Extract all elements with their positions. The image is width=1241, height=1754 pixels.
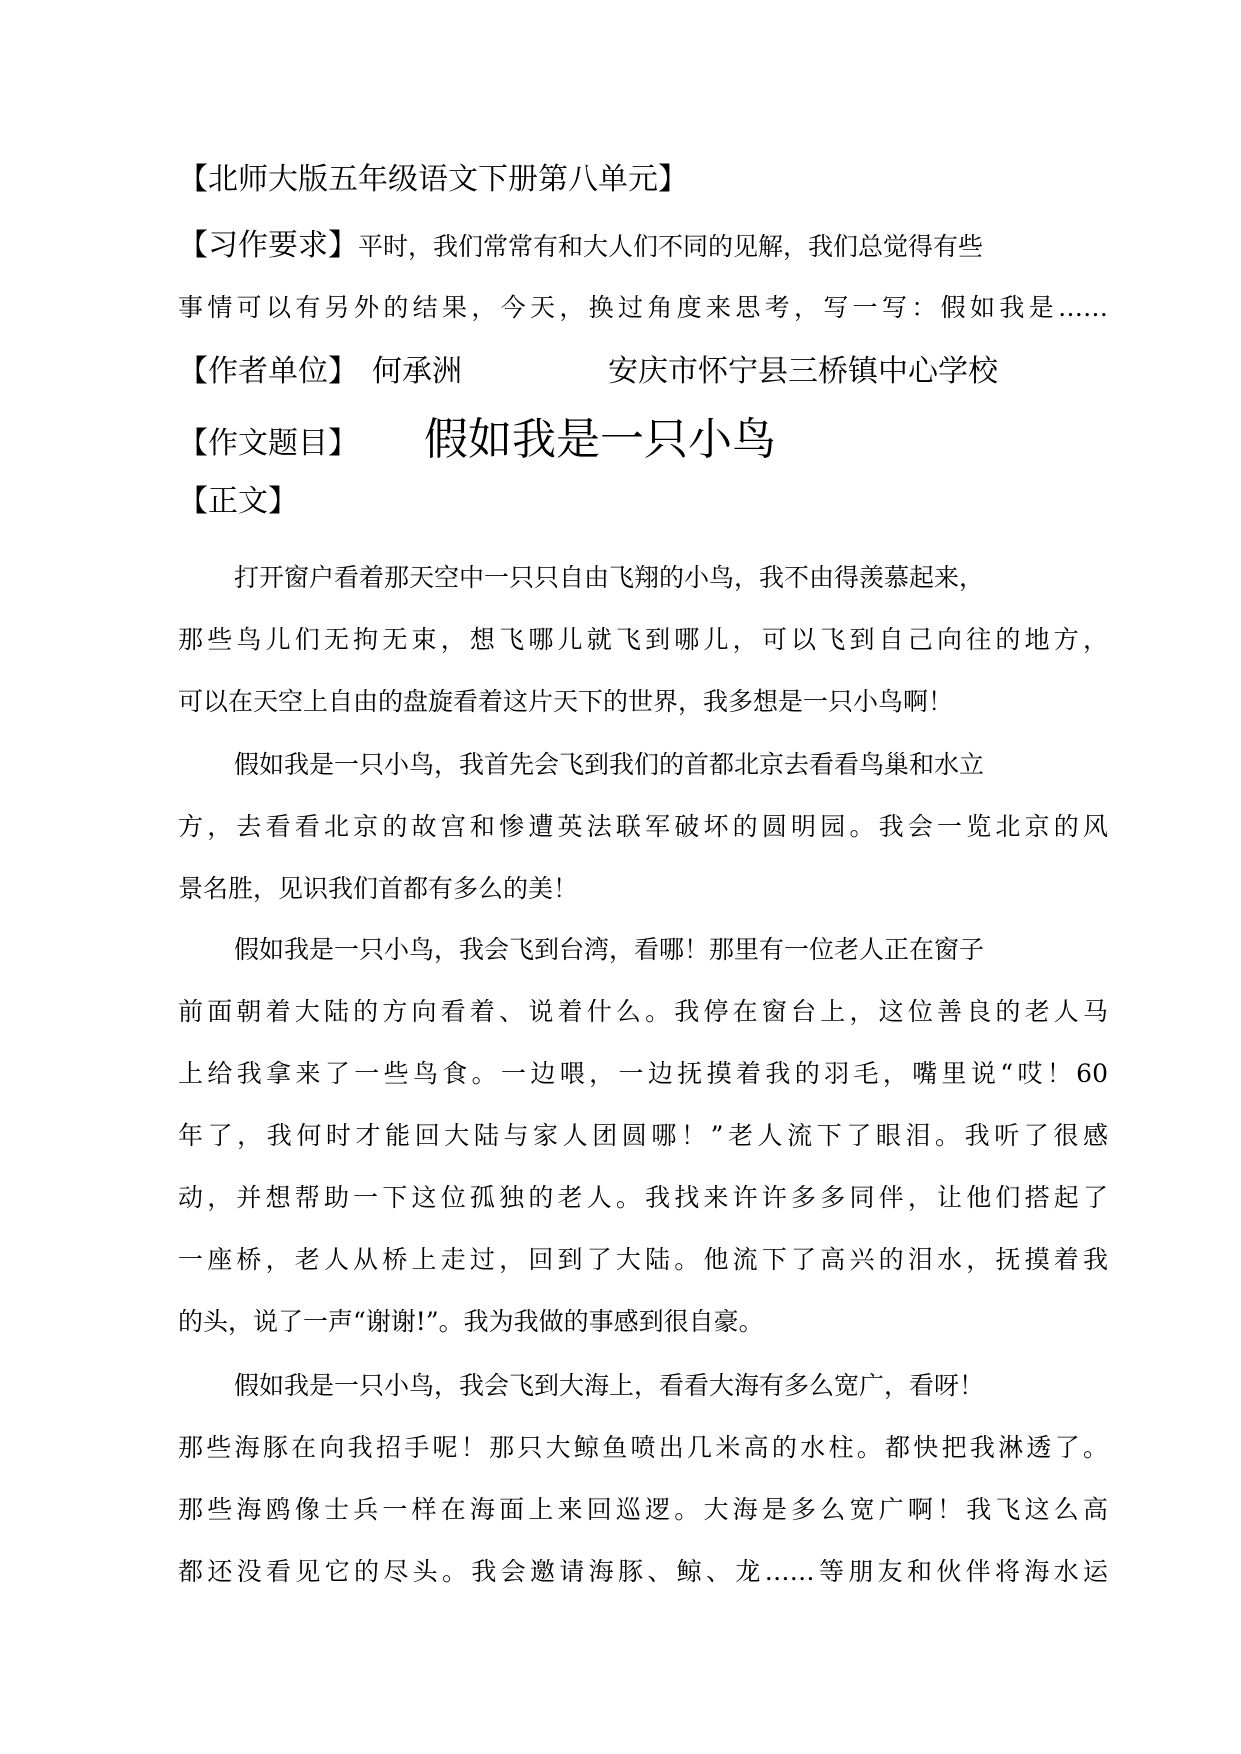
author-name: 何承洲 xyxy=(372,354,462,389)
paragraph-line: 都还没看见它的尽头。我会邀请海豚、鲸、龙……等朋友和伙伴将海水运 xyxy=(178,1557,1108,1586)
paragraph-line: 假如我是一只小鸟，我会飞到大海上，看看大海有多么宽广，看呀！ xyxy=(234,1371,985,1400)
essay-title-label: 【作文题目】 xyxy=(178,426,358,461)
paragraph-line: 的头，说了一声“谢谢!”。我为我做的事感到很自豪。 xyxy=(178,1307,764,1336)
author-school: 安庆市怀宁县三桥镇中心学校 xyxy=(608,354,998,389)
paragraph-line: 那些海鸥像士兵一样在海面上来回巡逻。大海是多么宽广啊！我飞这么高 xyxy=(178,1495,1108,1524)
requirement-text-line1: 平时，我们常常有和大人们不同的见解，我们总觉得有些 xyxy=(358,232,984,261)
author-label: 【作者单位】 xyxy=(178,354,358,389)
paragraph-line: 上给我拿来了一些鸟食。一边喂，一边抚摸着我的羽毛，嘴里说“哎！60 xyxy=(178,1059,1108,1088)
paragraph-3 xyxy=(178,930,1108,1364)
paragraph-line: 假如我是一只小鸟，我首先会飞到我们的首都北京去看看鸟巢和水立 xyxy=(234,750,985,779)
paragraph-line: 可以在天空上自由的盘旋看着这片天下的世界，我多想是一只小鸟啊！ xyxy=(178,687,954,716)
paragraph-line: 一座桥，老人从桥上走过，回到了大陆。他流下了高兴的泪水，抚摸着我 xyxy=(178,1245,1108,1274)
paragraph-line: 那些鸟儿们无拘无束，想飞哪儿就飞到哪儿，可以飞到自己向往的地方， xyxy=(178,625,1108,654)
header-line: 【北师大版五年级语文下册第八单元】 xyxy=(178,162,688,197)
requirement-line2 xyxy=(178,288,1108,328)
paragraph-line: 打开窗户看着那天空中一只只自由飞翔的小鸟，我不由得羡慕起来， xyxy=(234,563,985,592)
paragraph-1 xyxy=(178,558,1108,744)
paragraph-line: 动，并想帮助一下这位孤独的老人。我找来许许多多同伴，让他们搭起了 xyxy=(178,1183,1108,1212)
body-label-section xyxy=(178,482,1108,522)
body-label: 【正文】 xyxy=(178,484,298,519)
paragraph-line: 年了，我何时才能回大陆与家人团圆哪！”老人流下了眼泪。我听了很感 xyxy=(178,1121,1108,1150)
document-header xyxy=(178,160,1108,200)
requirement-section xyxy=(178,226,1108,271)
paragraph-line: 方，去看看北京的故宫和惨遭英法联军破坏的圆明园。我会一览北京的风 xyxy=(178,812,1108,841)
paragraph-4 xyxy=(178,1366,1108,1614)
paragraph-line: 假如我是一只小鸟，我会飞到台湾，看哪！那里有一位老人正在窗子 xyxy=(234,935,985,964)
essay-title: 假如我是一只小鸟 xyxy=(424,414,776,465)
paragraph-2 xyxy=(178,745,1108,931)
requirement-label: 【习作要求】 xyxy=(178,228,358,263)
requirement-text-line2: 事情可以有另外的结果，今天，换过角度来思考，写一写：假如我是…… xyxy=(178,293,1108,322)
paragraph-line: 景名胜，见识我们首都有多么的美！ xyxy=(178,874,579,903)
paragraph-line: 前面朝着大陆的方向看着、说着什么。我停在窗台上，这位善良的老人马 xyxy=(178,997,1108,1026)
author-section xyxy=(178,352,1108,392)
paragraph-line: 那些海豚在向我招手呢！那只大鲸鱼喷出几米高的水柱。都快把我淋透了。 xyxy=(178,1433,1108,1462)
essay-title-section xyxy=(178,412,1108,472)
